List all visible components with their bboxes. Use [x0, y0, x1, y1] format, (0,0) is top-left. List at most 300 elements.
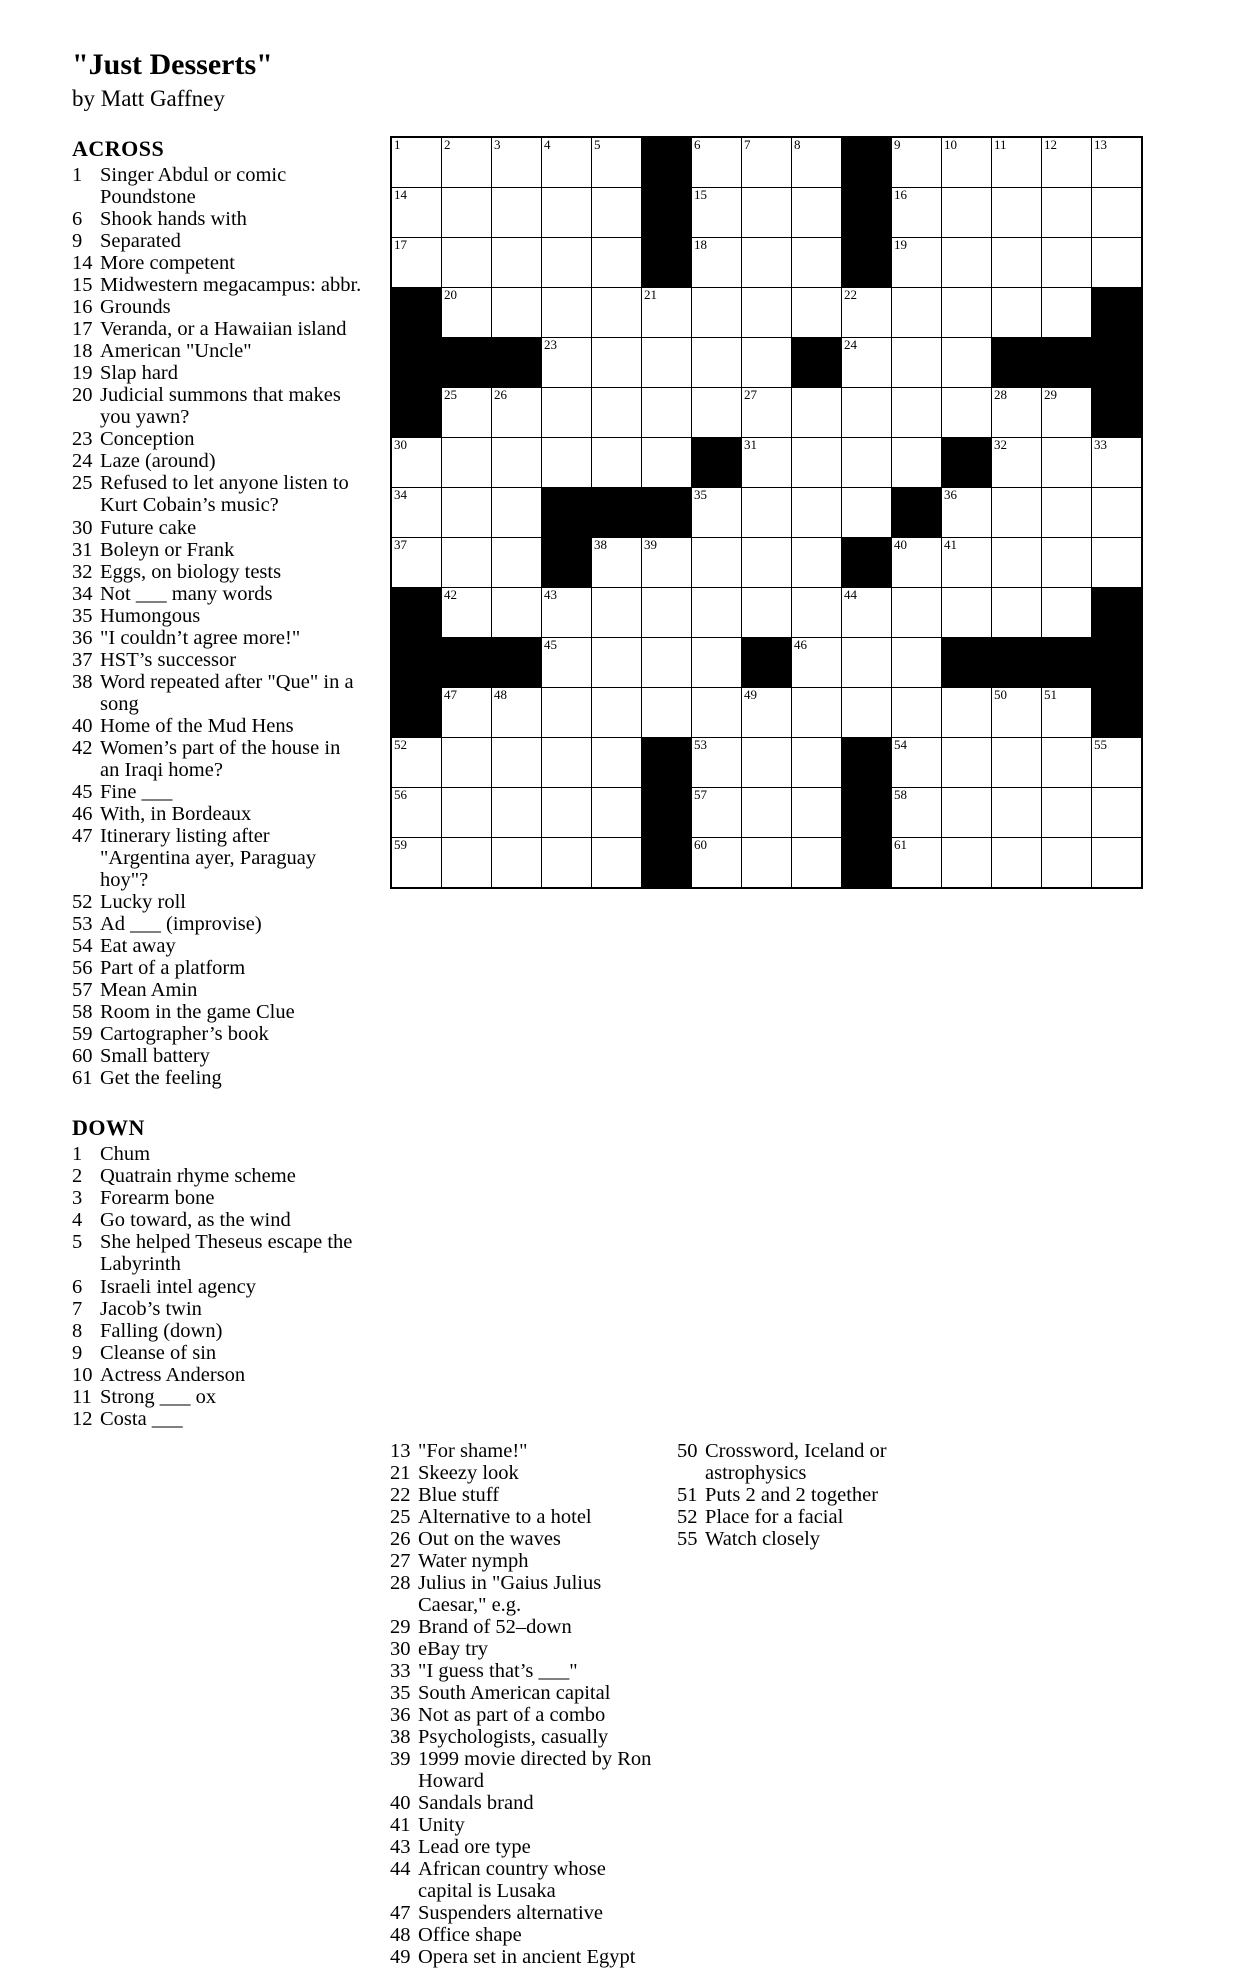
grid-cell[interactable]: [842, 488, 892, 538]
grid-cell[interactable]: [442, 188, 492, 238]
grid-cell[interactable]: [842, 388, 892, 438]
grid-cell[interactable]: [592, 438, 642, 488]
grid-cell[interactable]: [892, 288, 942, 338]
grid-cell[interactable]: [642, 638, 692, 688]
grid-cell[interactable]: [642, 588, 692, 638]
clue-number: 5: [72, 1231, 83, 1254]
grid-cell[interactable]: [992, 588, 1042, 638]
clue-item[interactable]: [390, 1528, 655, 1550]
clue-item[interactable]: [390, 1902, 655, 1924]
clue-item[interactable]: [72, 1045, 362, 1067]
grid-cell[interactable]: [1092, 838, 1143, 889]
clue-item[interactable]: [72, 935, 362, 957]
clue-text: Puts 2 and 2 together: [705, 1483, 879, 1506]
grid-cell[interactable]: [892, 438, 942, 488]
grid-cell[interactable]: [442, 288, 492, 338]
grid-cell[interactable]: [542, 788, 592, 838]
grid-block: [692, 438, 742, 488]
clue-item[interactable]: [72, 715, 362, 737]
grid-cell[interactable]: [842, 288, 892, 338]
grid-cell[interactable]: [892, 538, 942, 588]
grid-cell[interactable]: [992, 438, 1042, 488]
grid-cell[interactable]: [592, 137, 642, 188]
grid-cell[interactable]: [642, 538, 692, 588]
clue-text: Mean Amin: [100, 979, 198, 1002]
grid-cell[interactable]: [542, 638, 592, 688]
grid-cell[interactable]: [1042, 688, 1092, 738]
clue-item[interactable]: [72, 450, 362, 472]
grid-cell[interactable]: [492, 288, 542, 338]
grid-cell[interactable]: [492, 788, 542, 838]
grid-cell[interactable]: [942, 788, 992, 838]
grid-cell[interactable]: [792, 588, 842, 638]
grid-cell[interactable]: [542, 738, 592, 788]
grid-cell[interactable]: [1042, 488, 1092, 538]
clue-item[interactable]: [72, 627, 362, 649]
clue-item[interactable]: [72, 164, 362, 208]
grid-cell[interactable]: [742, 438, 792, 488]
clue-number: 16: [72, 296, 93, 319]
grid-cell[interactable]: [792, 638, 842, 688]
grid-cell[interactable]: [1092, 488, 1143, 538]
grid-cell-number: 1: [394, 137, 401, 152]
grid-cell[interactable]: [542, 588, 592, 638]
grid-cell[interactable]: [742, 588, 792, 638]
grid-cell[interactable]: [1092, 738, 1143, 788]
grid-cell[interactable]: [542, 288, 592, 338]
grid-cell[interactable]: [542, 338, 592, 388]
grid-cell[interactable]: [592, 588, 642, 638]
clue-number: 51: [677, 1483, 698, 1506]
clue-item[interactable]: [677, 1528, 957, 1550]
clue-item[interactable]: [390, 1946, 655, 1968]
grid-cell[interactable]: [391, 838, 442, 889]
grid-cell[interactable]: [391, 188, 442, 238]
clue-item[interactable]: [390, 1792, 655, 1814]
grid-cell[interactable]: [442, 438, 492, 488]
grid-block: [1092, 588, 1143, 638]
grid-block: [642, 788, 692, 838]
grid-cell[interactable]: [992, 288, 1042, 338]
clue-number: 47: [72, 824, 93, 847]
grid-cell[interactable]: [492, 688, 542, 738]
grid-cell[interactable]: [742, 488, 792, 538]
grid-cell[interactable]: [492, 238, 542, 288]
grid-cell[interactable]: [592, 788, 642, 838]
grid-cell[interactable]: [992, 238, 1042, 288]
grid-cell[interactable]: [442, 788, 492, 838]
grid-cell[interactable]: [792, 738, 842, 788]
grid-cell[interactable]: [592, 638, 642, 688]
grid-cell[interactable]: [792, 838, 842, 889]
down-clue-list-part3: [677, 1440, 957, 1550]
grid-cell[interactable]: [391, 488, 442, 538]
clue-item[interactable]: [72, 671, 362, 715]
grid-cell[interactable]: [592, 738, 642, 788]
grid-block: [391, 588, 442, 638]
grid-cell[interactable]: [592, 388, 642, 438]
grid-cell[interactable]: [1042, 238, 1092, 288]
clue-item[interactable]: [72, 1298, 362, 1320]
grid-cell[interactable]: [592, 538, 642, 588]
clue-text: South American capital: [418, 1682, 611, 1705]
clue-item[interactable]: [72, 561, 362, 583]
clue-item[interactable]: [390, 1836, 655, 1858]
clue-item[interactable]: [390, 1726, 655, 1748]
clue-item[interactable]: [72, 957, 362, 979]
grid-cell[interactable]: [992, 188, 1042, 238]
grid-cell[interactable]: [792, 288, 842, 338]
grid-cell[interactable]: [692, 338, 742, 388]
clue-item[interactable]: [72, 1342, 362, 1364]
clue-number: 4: [72, 1209, 83, 1232]
grid-cell[interactable]: [992, 688, 1042, 738]
grid-cell[interactable]: [1092, 788, 1143, 838]
grid-cell[interactable]: [742, 538, 792, 588]
grid-cell[interactable]: [492, 188, 542, 238]
grid-cell[interactable]: [1092, 438, 1143, 488]
clue-item[interactable]: [72, 274, 362, 296]
grid-cell-number: 7: [744, 137, 751, 152]
clue-item[interactable]: [390, 1462, 655, 1484]
grid-cell[interactable]: [892, 788, 942, 838]
grid-cell[interactable]: [892, 838, 942, 889]
grid-cell[interactable]: [992, 838, 1042, 889]
clue-item[interactable]: [72, 252, 362, 274]
grid-cell[interactable]: [892, 638, 942, 688]
grid-cell[interactable]: [992, 137, 1042, 188]
grid-cell[interactable]: [742, 238, 792, 288]
clue-item[interactable]: [677, 1506, 957, 1528]
grid-cell[interactable]: [391, 137, 442, 188]
grid-cell[interactable]: [942, 288, 992, 338]
clue-item[interactable]: [72, 1364, 362, 1386]
grid-cell[interactable]: [742, 188, 792, 238]
grid-cell[interactable]: [492, 738, 542, 788]
clue-item[interactable]: [72, 296, 362, 318]
grid-cell[interactable]: [642, 288, 692, 338]
grid-cell[interactable]: [992, 488, 1042, 538]
clue-text: Psychologists, casually: [418, 1726, 609, 1749]
clue-item[interactable]: [72, 318, 362, 340]
grid-cell[interactable]: [1042, 538, 1092, 588]
grid-cell[interactable]: [1092, 238, 1143, 288]
clue-item[interactable]: [72, 583, 362, 605]
clue-item[interactable]: [72, 1231, 362, 1275]
clue-item[interactable]: [72, 1386, 362, 1408]
grid-cell[interactable]: [942, 137, 992, 188]
grid-cell[interactable]: [642, 338, 692, 388]
grid-cell[interactable]: [892, 738, 942, 788]
grid-cell[interactable]: [942, 388, 992, 438]
grid-cell[interactable]: [442, 238, 492, 288]
clue-item[interactable]: [72, 1143, 362, 1165]
clue-item[interactable]: [72, 979, 362, 1001]
clue-item[interactable]: [390, 1924, 655, 1946]
clue-item[interactable]: [72, 1408, 362, 1430]
grid-cell[interactable]: [492, 438, 542, 488]
clue-item[interactable]: [72, 340, 362, 362]
grid-cell[interactable]: [592, 188, 642, 238]
grid-cell[interactable]: [542, 188, 592, 238]
grid-cell[interactable]: [492, 388, 542, 438]
grid-cell[interactable]: [892, 588, 942, 638]
grid-cell[interactable]: [692, 488, 742, 538]
grid-cell[interactable]: [892, 388, 942, 438]
clue-item[interactable]: [72, 781, 362, 803]
grid-cell[interactable]: [792, 488, 842, 538]
clue-number: 35: [390, 1682, 411, 1705]
grid-cell[interactable]: [442, 488, 492, 538]
grid-block: [842, 788, 892, 838]
clue-item[interactable]: [72, 1023, 362, 1045]
clue-text: She helped Theseus escape the Labyrinth: [100, 1231, 353, 1276]
grid-block: [842, 838, 892, 889]
grid-cell[interactable]: [942, 838, 992, 889]
grid-cell[interactable]: [1092, 538, 1143, 588]
grid-cell[interactable]: [942, 738, 992, 788]
grid-block: [492, 638, 542, 688]
grid-cell[interactable]: [442, 688, 492, 738]
grid-cell[interactable]: [592, 288, 642, 338]
grid-cell[interactable]: [692, 288, 742, 338]
clue-item[interactable]: [390, 1638, 655, 1660]
grid-cell[interactable]: [692, 238, 742, 288]
grid-cell[interactable]: [542, 388, 592, 438]
grid-row: [391, 338, 1142, 388]
grid-cell[interactable]: [842, 638, 892, 688]
clue-item[interactable]: [72, 384, 362, 428]
grid-cell[interactable]: [442, 538, 492, 588]
grid-cell[interactable]: [942, 238, 992, 288]
clue-item[interactable]: [390, 1660, 655, 1682]
grid-cell[interactable]: [1042, 438, 1092, 488]
grid-cell[interactable]: [942, 688, 992, 738]
grid-cell[interactable]: [792, 137, 842, 188]
clue-item[interactable]: [72, 1187, 362, 1209]
grid-cell[interactable]: [842, 588, 892, 638]
clue-item[interactable]: [390, 1550, 655, 1572]
grid-cell[interactable]: [642, 438, 692, 488]
grid-cell[interactable]: [1042, 188, 1092, 238]
clue-item[interactable]: [72, 891, 362, 913]
clue-item[interactable]: [72, 208, 362, 230]
grid-cell-number: 47: [444, 687, 457, 702]
grid-cell[interactable]: [942, 488, 992, 538]
crossword-grid[interactable]: [390, 136, 1143, 889]
grid-cell[interactable]: [542, 238, 592, 288]
clue-item[interactable]: [72, 1320, 362, 1342]
clue-text: Unity: [418, 1814, 465, 1837]
clue-item[interactable]: [72, 1209, 362, 1231]
clue-number: 46: [72, 802, 93, 825]
grid-cell[interactable]: [742, 688, 792, 738]
grid-cell[interactable]: [792, 188, 842, 238]
grid-cell[interactable]: [391, 438, 442, 488]
clue-item[interactable]: [72, 803, 362, 825]
grid-cell[interactable]: [792, 388, 842, 438]
grid-cell[interactable]: [742, 388, 792, 438]
grid-cell[interactable]: [742, 338, 792, 388]
grid-cell[interactable]: [391, 538, 442, 588]
grid-cell[interactable]: [1042, 288, 1092, 338]
grid-cell[interactable]: [892, 688, 942, 738]
grid-cell[interactable]: [692, 188, 742, 238]
grid-cell[interactable]: [642, 388, 692, 438]
clue-number: 50: [677, 1439, 698, 1462]
grid-cell[interactable]: [442, 588, 492, 638]
clue-item[interactable]: [390, 1506, 655, 1528]
grid-cell[interactable]: [442, 388, 492, 438]
clue-item[interactable]: [390, 1682, 655, 1704]
grid-cell[interactable]: [492, 538, 542, 588]
grid-cell[interactable]: [742, 788, 792, 838]
grid-cell[interactable]: [442, 738, 492, 788]
clue-item[interactable]: [390, 1484, 655, 1506]
clue-item[interactable]: [72, 825, 362, 891]
grid-block: [1042, 638, 1092, 688]
grid-block: [391, 688, 442, 738]
grid-block: [1092, 288, 1143, 338]
grid-cell[interactable]: [842, 338, 892, 388]
grid-cell[interactable]: [692, 838, 742, 889]
grid-cell[interactable]: [992, 788, 1042, 838]
grid-cell[interactable]: [1042, 588, 1092, 638]
clue-item[interactable]: [390, 1440, 655, 1462]
grid-cell[interactable]: [992, 538, 1042, 588]
clue-text: Not as part of a combo: [418, 1704, 606, 1727]
grid-cell[interactable]: [792, 688, 842, 738]
clue-item[interactable]: [72, 913, 362, 935]
grid-cell[interactable]: [642, 688, 692, 738]
grid-cell[interactable]: [592, 238, 642, 288]
grid-cell[interactable]: [942, 188, 992, 238]
clue-item[interactable]: [390, 1704, 655, 1726]
clue-item[interactable]: [72, 1001, 362, 1023]
grid-cell[interactable]: [742, 288, 792, 338]
grid-cell[interactable]: [1092, 188, 1143, 238]
clue-number: 47: [390, 1902, 411, 1925]
grid-cell[interactable]: [692, 738, 742, 788]
grid-cell[interactable]: [442, 838, 492, 889]
clue-item[interactable]: [72, 428, 362, 450]
clue-text: Fine ___: [100, 780, 173, 803]
clue-item[interactable]: [72, 362, 362, 384]
grid-cell[interactable]: [692, 788, 742, 838]
grid-cell[interactable]: [792, 538, 842, 588]
grid-cell[interactable]: [742, 738, 792, 788]
grid-cell[interactable]: [892, 238, 942, 288]
grid-cell[interactable]: [391, 738, 442, 788]
grid-cell[interactable]: [542, 838, 592, 889]
lower-clue-columns: [72, 1440, 1176, 1968]
clue-item[interactable]: [390, 1858, 655, 1902]
grid-cell[interactable]: [892, 188, 942, 238]
grid-cell[interactable]: [692, 688, 742, 738]
grid-cell[interactable]: [492, 137, 542, 188]
grid-cell[interactable]: [492, 838, 542, 889]
clue-number: 1: [72, 1143, 83, 1166]
clue-item[interactable]: [72, 230, 362, 252]
grid-cell[interactable]: [442, 137, 492, 188]
grid-cell[interactable]: [492, 588, 542, 638]
grid-cell[interactable]: [1042, 788, 1092, 838]
clue-item[interactable]: [72, 539, 362, 561]
clue-item[interactable]: [72, 1276, 362, 1298]
clue-item[interactable]: [390, 1572, 655, 1616]
clue-item[interactable]: [390, 1748, 655, 1792]
grid-row: [391, 438, 1142, 488]
clue-number: 52: [72, 891, 93, 914]
clue-number: 18: [72, 340, 93, 363]
grid-cell[interactable]: [592, 688, 642, 738]
clue-item[interactable]: [390, 1814, 655, 1836]
grid-cell[interactable]: [692, 388, 742, 438]
grid-cell[interactable]: [742, 137, 792, 188]
grid-cell[interactable]: [892, 137, 942, 188]
clue-number: 8: [72, 1319, 83, 1342]
grid-cell[interactable]: [792, 238, 842, 288]
grid-cell[interactable]: [992, 388, 1042, 438]
clue-item[interactable]: [72, 1067, 362, 1089]
grid-cell[interactable]: [942, 538, 992, 588]
grid-cell[interactable]: [942, 588, 992, 638]
grid-cell[interactable]: [742, 838, 792, 889]
grid-cell[interactable]: [842, 438, 892, 488]
grid-cell[interactable]: [1042, 388, 1092, 438]
clue-number: 44: [390, 1858, 411, 1881]
grid-cell[interactable]: [1042, 838, 1092, 889]
grid-cell[interactable]: [692, 638, 742, 688]
clue-text: Lead ore type: [418, 1836, 531, 1859]
clue-item[interactable]: [677, 1484, 957, 1506]
grid-cell[interactable]: [1042, 738, 1092, 788]
clue-item[interactable]: [72, 649, 362, 671]
grid-cell[interactable]: [942, 338, 992, 388]
grid-cell[interactable]: [542, 438, 592, 488]
grid-cell[interactable]: [792, 438, 842, 488]
clue-item[interactable]: [72, 517, 362, 539]
grid-cell[interactable]: [542, 688, 592, 738]
grid-cell[interactable]: [992, 738, 1042, 788]
clue-item[interactable]: [72, 1165, 362, 1187]
grid-cell[interactable]: [692, 137, 742, 188]
grid-cell[interactable]: [792, 788, 842, 838]
clue-text: Cleanse of sin: [100, 1341, 217, 1364]
clue-text: Cartographer’s book: [100, 1023, 269, 1046]
clue-item[interactable]: [677, 1440, 957, 1484]
grid-cell[interactable]: [391, 238, 442, 288]
grid-cell[interactable]: [391, 788, 442, 838]
clue-text: Boleyn or Frank: [100, 538, 235, 561]
clue-text: Suspenders alternative: [418, 1902, 604, 1925]
grid-cell[interactable]: [892, 338, 942, 388]
grid-cell[interactable]: [692, 588, 742, 638]
grid-cell[interactable]: [1042, 137, 1092, 188]
clue-text: Brand of 52–down: [418, 1615, 572, 1638]
grid-cell[interactable]: [492, 488, 542, 538]
grid-cell[interactable]: [592, 338, 642, 388]
clue-item[interactable]: [390, 1616, 655, 1638]
grid-cell[interactable]: [542, 137, 592, 188]
grid-cell[interactable]: [1092, 137, 1143, 188]
grid-cell[interactable]: [692, 538, 742, 588]
clue-item[interactable]: [72, 605, 362, 627]
grid-cell[interactable]: [592, 838, 642, 889]
clue-item[interactable]: [72, 472, 362, 516]
grid-cell[interactable]: [842, 688, 892, 738]
clue-item[interactable]: [72, 737, 362, 781]
